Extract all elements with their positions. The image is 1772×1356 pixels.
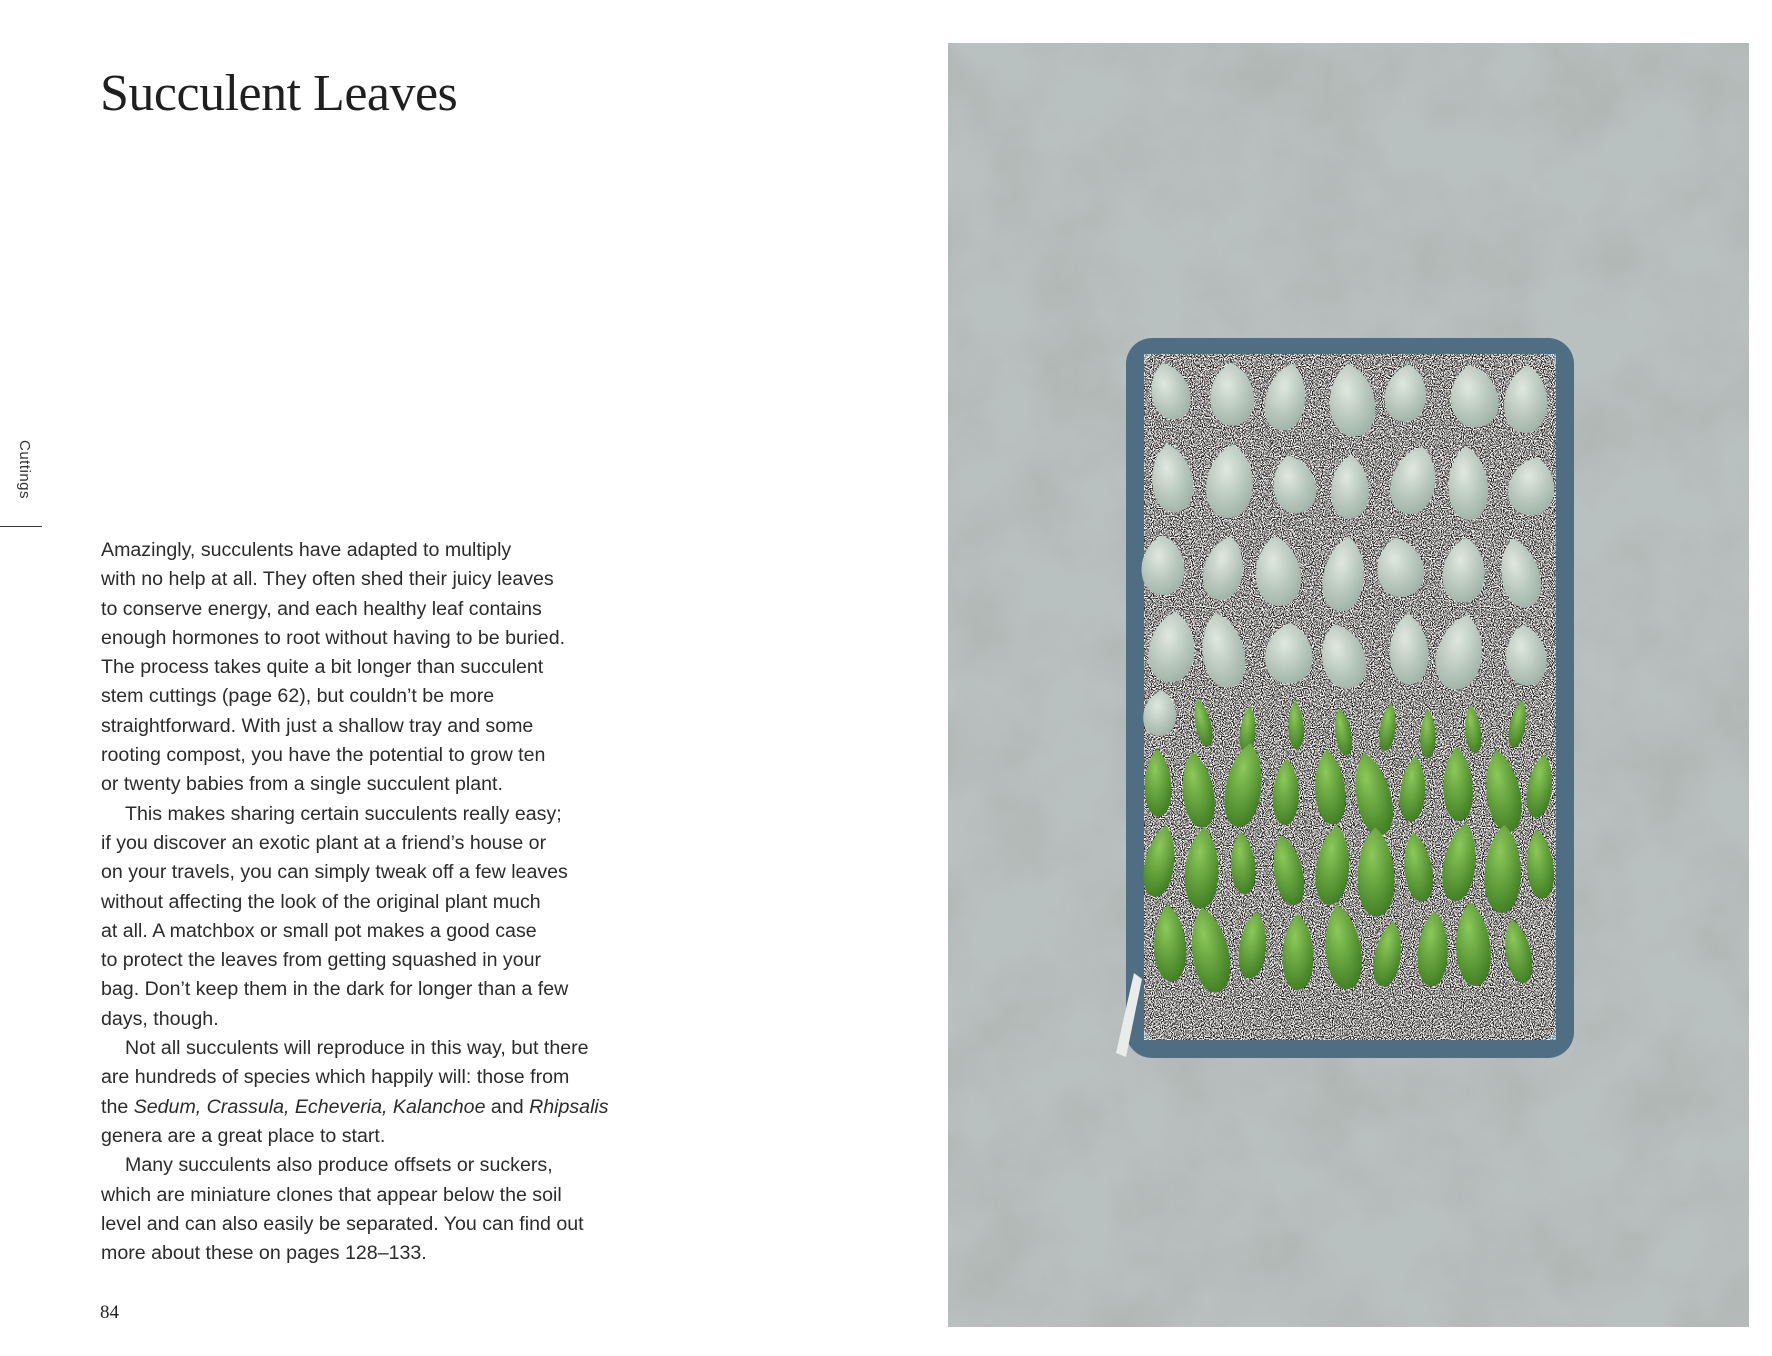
body-line: genera are a great place to start. xyxy=(101,1124,386,1147)
body-line: bag. Don’t keep them in the dark for longer than a few xyxy=(101,978,569,1001)
body-line: Amazingly, succulents have adapted to multiply xyxy=(101,539,512,561)
body-line: or twenty babies from a single succulent plant. xyxy=(101,773,503,796)
photo-illustration xyxy=(948,43,1749,1327)
genus-names: Sedum, Crassula, Echeveria, Kalanchoe xyxy=(133,1095,486,1118)
page-title: Succulent Leaves xyxy=(100,65,458,122)
body-line: enough hormones to root without having to be buried. xyxy=(101,626,566,649)
body-line: This makes sharing certain succulents really easy; xyxy=(125,802,562,825)
side-tab-label: Cuttings xyxy=(16,440,33,500)
body-line: without affecting the look of the original plant much xyxy=(101,890,541,913)
body-line: which are miniature clones that appear below the soil xyxy=(101,1183,562,1206)
body-line: on your travels, you can simply tweak off a few leaves xyxy=(101,861,568,884)
body-line-part: and xyxy=(485,1095,530,1118)
body-line: The process takes quite a bit longer than succulent xyxy=(101,656,544,679)
body-line: rooting compost, you have the potential to grow ten xyxy=(101,744,546,767)
body-line: at all. A matchbox or small pot makes a good case xyxy=(101,919,537,942)
body-line: if you discover an exotic plant at a friend’s house or xyxy=(101,831,547,854)
genus-name: Rhipsalis xyxy=(529,1095,609,1118)
body-line-part: the xyxy=(101,1095,134,1118)
body-line: stem cuttings (page 62), but couldn’t be more xyxy=(101,685,495,708)
body-line: straightforward. With just a shallow tray and some xyxy=(101,714,534,737)
body-line: days, though. xyxy=(101,1007,219,1030)
body-line: level and can also easily be separated. You can find out xyxy=(101,1212,584,1235)
body-text xyxy=(101,536,641,1268)
body-line: Many succulents also produce offsets or suckers, xyxy=(125,1154,553,1177)
page-number: 84 xyxy=(100,1302,119,1323)
succulent-tray-photo xyxy=(948,43,1749,1327)
body-line xyxy=(101,1093,641,1122)
body-line: are hundreds of species which happily will: those from xyxy=(101,1066,570,1089)
body-line: with no help at all. They often shed their juicy leaves xyxy=(101,568,554,591)
body-line: more about these on pages 128–133. xyxy=(101,1242,427,1265)
body-line: Not all succulents will reproduce in this way, but there xyxy=(125,1037,589,1060)
body-line: to conserve energy, and each healthy leaf contains xyxy=(101,597,542,620)
body-line: to protect the leaves from getting squashed in your xyxy=(101,949,542,972)
